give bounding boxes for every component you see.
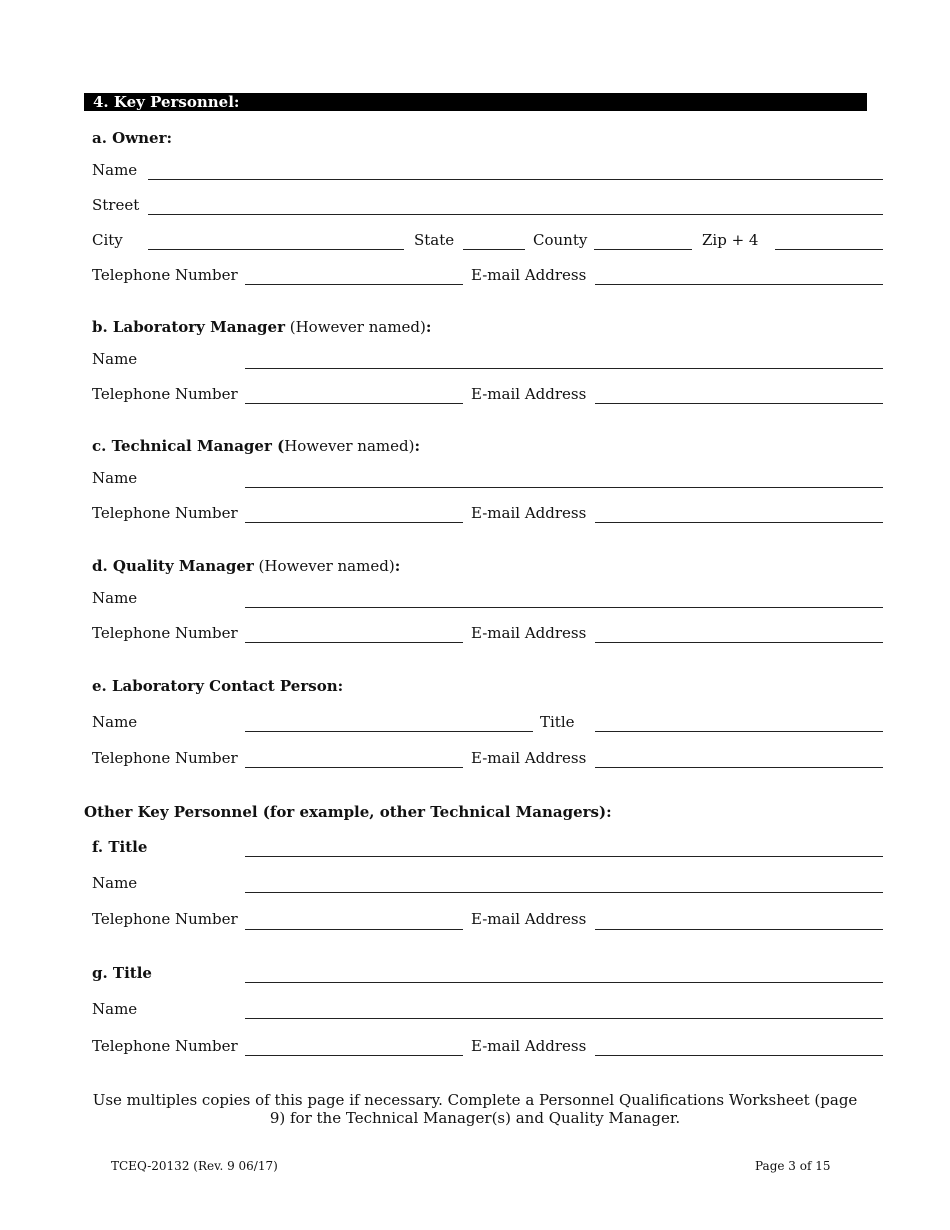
lab-manager-heading-bold: b. Laboratory Manager	[92, 318, 285, 336]
other-f-phone-field[interactable]	[245, 929, 463, 930]
lab-manager-email-label: E-mail Address	[471, 385, 587, 403]
quality-manager-name-field[interactable]	[245, 607, 883, 608]
owner-state-label: State	[414, 231, 455, 249]
lab-manager-heading-colon: :	[425, 318, 432, 336]
quality-manager-email-label: E-mail Address	[471, 624, 587, 642]
other-f-email-label: E-mail Address	[471, 910, 587, 928]
owner-phone-field[interactable]	[245, 284, 463, 285]
quality-manager-phone-label: Telephone Number	[92, 624, 238, 642]
tech-manager-heading	[92, 437, 420, 455]
owner-zip-label: Zip + 4	[702, 231, 759, 249]
contact-person-phone-field[interactable]	[245, 767, 463, 768]
other-g-phone-label: Telephone Number	[92, 1037, 238, 1055]
other-personnel-heading: Other Key Personnel (for example, other Technical Managers):	[84, 803, 612, 821]
lab-manager-name-field[interactable]	[245, 368, 883, 369]
section-header: 4. Key Personnel:	[84, 93, 867, 111]
lab-manager-phone-field[interactable]	[245, 403, 463, 404]
tech-manager-email-label: E-mail Address	[471, 504, 587, 522]
tech-manager-email-field[interactable]	[595, 522, 883, 523]
tech-manager-heading-paren: However named)	[284, 437, 415, 455]
contact-person-email-field[interactable]	[595, 767, 883, 768]
owner-state-field[interactable]	[463, 249, 525, 250]
owner-street-label: Street	[92, 196, 140, 214]
lab-manager-email-field[interactable]	[595, 403, 883, 404]
quality-manager-heading-colon: :	[394, 557, 401, 575]
tech-manager-name-label: Name	[92, 469, 138, 487]
contact-person-name-label: Name	[92, 713, 138, 731]
other-f-phone-label: Telephone Number	[92, 910, 238, 928]
other-g-name-field[interactable]	[245, 1018, 883, 1019]
quality-manager-heading	[92, 557, 400, 575]
contact-person-phone-label: Telephone Number	[92, 749, 238, 767]
owner-city-label: City	[92, 231, 123, 249]
contact-person-email-label: E-mail Address	[471, 749, 587, 767]
other-g-title-field[interactable]	[245, 982, 883, 983]
owner-street-field[interactable]	[148, 214, 883, 215]
owner-city-field[interactable]	[148, 249, 404, 250]
owner-heading: a. Owner:	[92, 129, 173, 147]
owner-email-field[interactable]	[595, 284, 883, 285]
other-f-name-field[interactable]	[245, 892, 883, 893]
contact-person-name-field[interactable]	[245, 731, 533, 732]
lab-manager-heading-paren: (However named)	[284, 318, 426, 336]
quality-manager-name-label: Name	[92, 589, 138, 607]
owner-name-field[interactable]	[148, 179, 883, 180]
footer-page-number: Page 3 of 15	[755, 1159, 831, 1173]
tech-manager-phone-field[interactable]	[245, 522, 463, 523]
owner-name-label: Name	[92, 161, 138, 179]
contact-person-title-label: Title	[540, 713, 575, 731]
quality-manager-email-field[interactable]	[595, 642, 883, 643]
other-g-title-label: g. Title	[92, 964, 152, 982]
quality-manager-heading-paren: (However named)	[253, 557, 395, 575]
other-g-phone-field[interactable]	[245, 1055, 463, 1056]
tech-manager-heading-bold: c. Technical Manager (	[92, 437, 285, 455]
owner-county-field[interactable]	[594, 249, 692, 250]
other-f-title-field[interactable]	[245, 856, 883, 857]
footer-form-id: TCEQ-20132 (Rev. 9 06/17)	[111, 1159, 278, 1173]
lab-manager-phone-label: Telephone Number	[92, 385, 238, 403]
owner-county-label: County	[533, 231, 588, 249]
quality-manager-heading-bold: d. Quality Manager	[92, 557, 254, 575]
tech-manager-name-field[interactable]	[245, 487, 883, 488]
tech-manager-phone-label: Telephone Number	[92, 504, 238, 522]
tech-manager-heading-colon: :	[414, 437, 421, 455]
contact-person-heading: e. Laboratory Contact Person:	[92, 677, 344, 695]
other-f-title-label: f. Title	[92, 838, 148, 856]
lab-manager-name-label: Name	[92, 350, 138, 368]
owner-phone-label: Telephone Number	[92, 266, 238, 284]
usage-note: Use multiples copies of this page if necessary. Complete a Personnel Qualifications Worksheet (page 9) for the Technical Manager(s) and Quality Manager.	[92, 1091, 858, 1127]
other-g-name-label: Name	[92, 1000, 138, 1018]
owner-email-label: E-mail Address	[471, 266, 587, 284]
lab-manager-heading	[92, 318, 431, 336]
other-f-email-field[interactable]	[595, 929, 883, 930]
quality-manager-phone-field[interactable]	[245, 642, 463, 643]
contact-person-title-field[interactable]	[595, 731, 883, 732]
other-g-email-field[interactable]	[595, 1055, 883, 1056]
owner-zip-field[interactable]	[775, 249, 883, 250]
other-f-name-label: Name	[92, 874, 138, 892]
other-g-email-label: E-mail Address	[471, 1037, 587, 1055]
